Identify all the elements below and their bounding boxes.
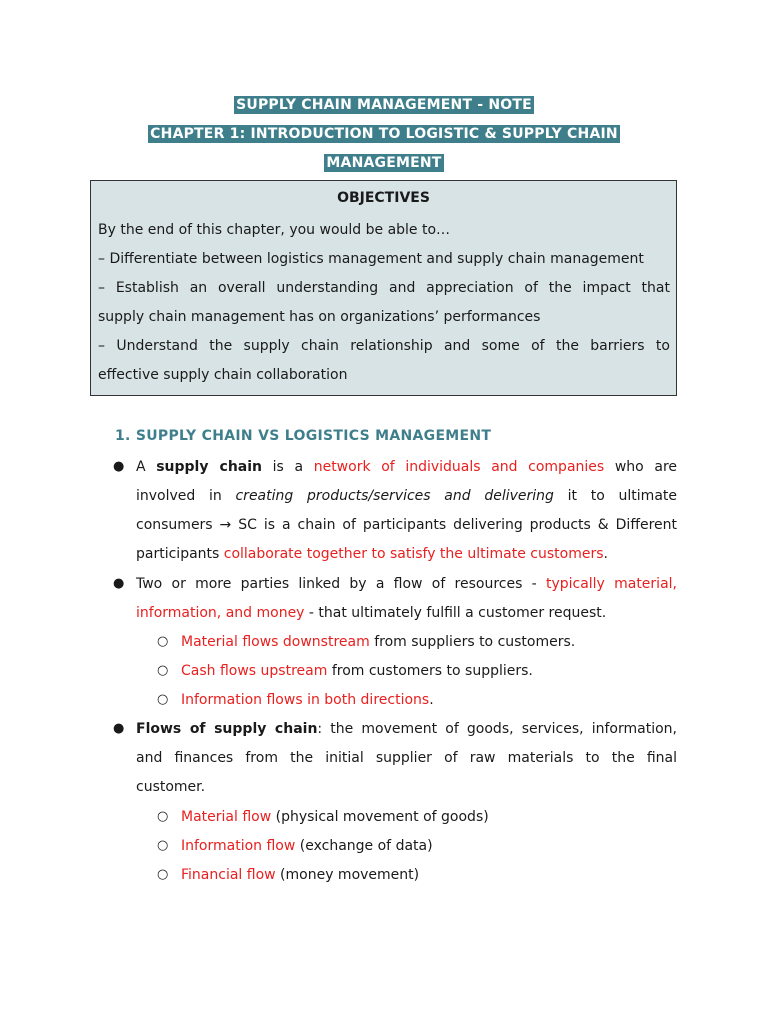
text-span: (physical movement of goods) bbox=[271, 809, 489, 825]
highlight-text: collaborate together to satisfy the ultimate customers bbox=[223, 546, 604, 562]
highlight-text: Cash flows upstream bbox=[181, 663, 328, 679]
italic-text: creating products/services and delivering bbox=[235, 488, 554, 504]
sub-bullet-circle: ○ bbox=[157, 692, 169, 707]
highlight-text: Information flows in both directions bbox=[181, 692, 430, 708]
text-span: participants bbox=[136, 546, 224, 562]
paragraph-1-line-1 bbox=[136, 457, 677, 477]
sub-bullet-circle: ○ bbox=[157, 838, 169, 853]
highlight-text: Material flows downstream bbox=[181, 634, 370, 650]
bullet-dot: ● bbox=[113, 721, 125, 736]
sub-item bbox=[181, 865, 419, 885]
paragraph-3-line-3: customer. bbox=[136, 779, 206, 795]
text-span: involved in bbox=[136, 488, 236, 504]
highlight-text: typically material, bbox=[545, 576, 677, 592]
sub-item bbox=[181, 807, 489, 827]
objective-item-2-line-1: – Establish an overall understanding and appreciation of the impact that bbox=[98, 280, 670, 296]
highlight-text: Financial flow bbox=[181, 867, 276, 883]
objective-item-1: – Differentiate between logistics management and supply chain management bbox=[98, 251, 644, 267]
text-span: is a bbox=[262, 459, 314, 475]
bullet-dot: ● bbox=[113, 459, 125, 474]
sub-bullet-circle: ○ bbox=[157, 809, 169, 824]
text-span: : the movement of goods, services, information, bbox=[317, 721, 677, 737]
note-title-text: SUPPLY CHAIN MANAGEMENT - NOTE bbox=[236, 97, 532, 113]
chapter-title-text-1: CHAPTER 1: INTRODUCTION TO LOGISTIC & SUPPLY CHAIN bbox=[150, 126, 618, 142]
paragraph-3-line-1 bbox=[136, 719, 677, 739]
objective-item-3-line-1: – Understand the supply chain relationship and some of the barriers to bbox=[98, 338, 670, 354]
objectives-heading: OBJECTIVES bbox=[337, 190, 430, 206]
sub-bullet-circle: ○ bbox=[157, 867, 169, 882]
paragraph-1-line-2 bbox=[136, 486, 677, 506]
highlight-text: network of individuals and companies bbox=[313, 459, 605, 475]
paragraph-2-line-2 bbox=[136, 603, 677, 623]
text-span: who are bbox=[604, 459, 677, 475]
sub-bullet-circle: ○ bbox=[157, 634, 169, 649]
paragraph-1-line-3: consumers → SC is a chain of participants delivering products & Different bbox=[136, 517, 677, 533]
text-span: (money movement) bbox=[275, 867, 420, 883]
objectives-intro: By the end of this chapter, you would be able to… bbox=[98, 222, 451, 238]
text-span: (exchange of data) bbox=[295, 838, 433, 854]
paragraph-2-line-1 bbox=[136, 574, 677, 594]
highlight-text: information, and money bbox=[136, 605, 305, 621]
highlight-text: Material flow bbox=[181, 809, 272, 825]
chapter-title-line-2 bbox=[0, 152, 768, 173]
term-flows: Flows of supply chain bbox=[136, 721, 318, 737]
sub-item bbox=[181, 632, 575, 652]
text-span: . bbox=[603, 546, 608, 562]
text-span: - that ultimately fulfill a customer request. bbox=[304, 605, 607, 621]
chapter-title-line-1 bbox=[0, 123, 768, 144]
note-title bbox=[0, 94, 768, 115]
objective-item-2-line-2: supply chain management has on organizations’ performances bbox=[98, 309, 541, 325]
sub-item bbox=[181, 836, 433, 856]
bullet-dot: ● bbox=[113, 576, 125, 591]
highlight-text: Information flow bbox=[181, 838, 296, 854]
text-span: . bbox=[429, 692, 434, 708]
sub-item bbox=[181, 661, 533, 681]
text-span: from customers to suppliers. bbox=[327, 663, 533, 679]
objectives-box bbox=[90, 180, 677, 396]
text-span: from suppliers to customers. bbox=[369, 634, 576, 650]
sub-item bbox=[181, 690, 434, 710]
term-supply-chain: supply chain bbox=[156, 459, 263, 475]
chapter-title-text-2: MANAGEMENT bbox=[326, 155, 442, 171]
text-span: Two or more parties linked by a flow of resources - bbox=[136, 576, 546, 592]
text-span: it to ultimate bbox=[553, 488, 677, 504]
sub-bullet-circle: ○ bbox=[157, 663, 169, 678]
objective-item-3-line-2: effective supply chain collaboration bbox=[98, 367, 348, 383]
section-heading: 1. SUPPLY CHAIN VS LOGISTICS MANAGEMENT bbox=[115, 428, 492, 444]
paragraph-3-line-2: and finances from the initial supplier of raw materials to the final bbox=[136, 750, 677, 766]
text-span: A bbox=[136, 459, 157, 475]
paragraph-1-line-4 bbox=[136, 544, 677, 564]
